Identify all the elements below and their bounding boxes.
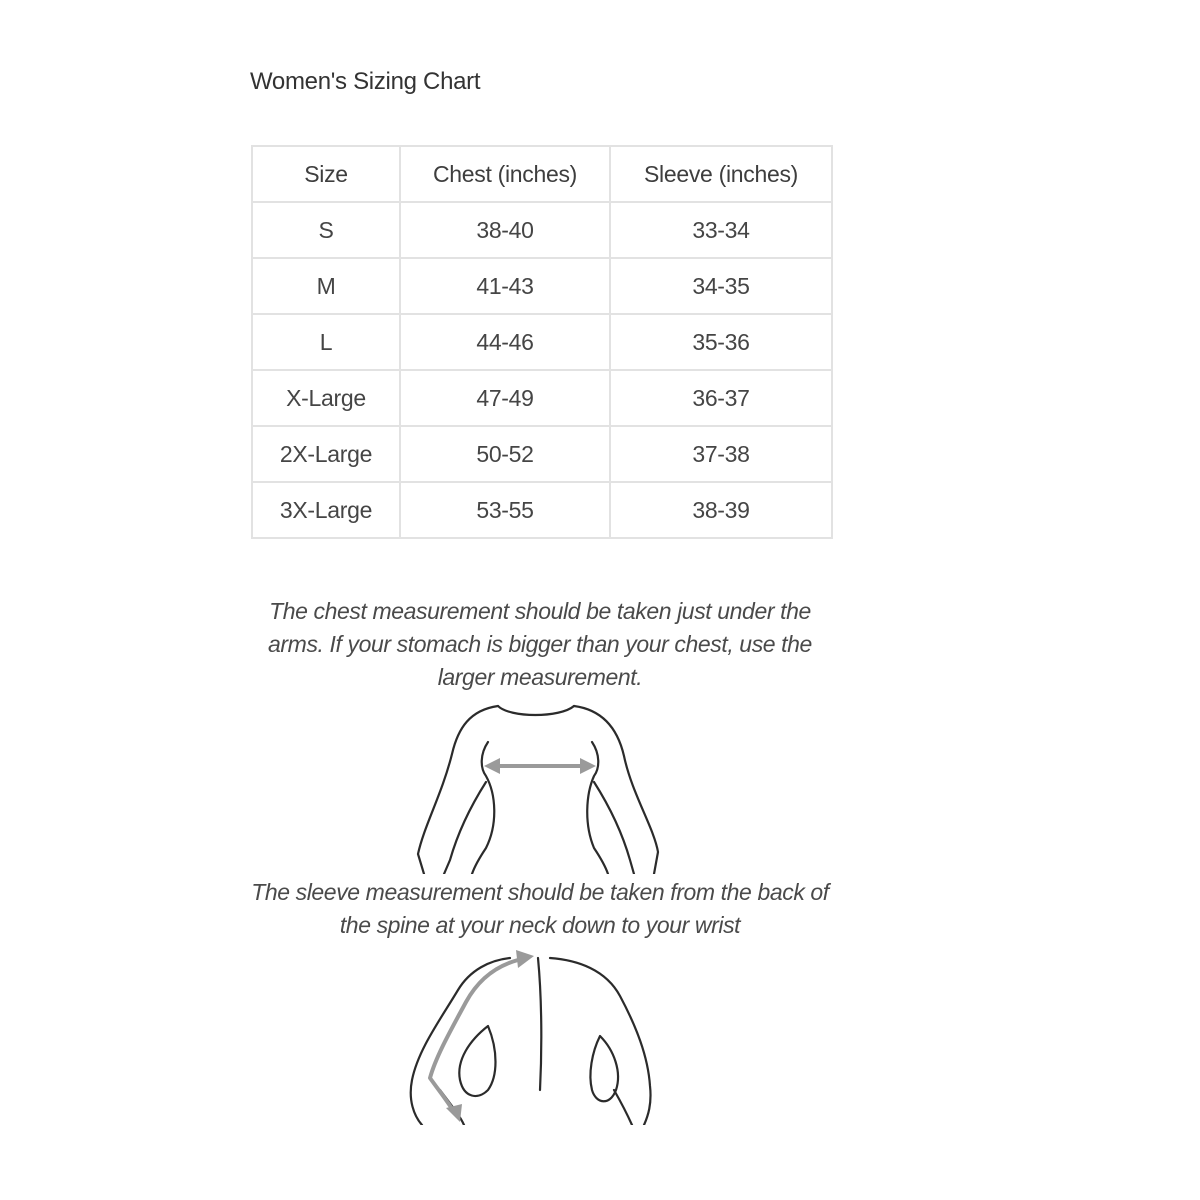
size-cell: 3X-Large [252,482,400,538]
neckline-outline [498,706,574,715]
size-cell: 2X-Large [252,426,400,482]
sleeve-cell: 38-39 [610,482,832,538]
left-arm-inner-outline [459,1026,495,1096]
size-cell: X-Large [252,370,400,426]
right-arm-outline [574,706,658,874]
right-inner-arm-outline [594,782,634,874]
chest-cell: 41-43 [400,258,610,314]
spine-outline [538,958,541,1090]
chest-cell: 38-40 [400,202,610,258]
size-cell: L [252,314,400,370]
sleeve-cell: 34-35 [610,258,832,314]
sleeve-cell: 33-34 [610,202,832,258]
table-row [252,202,832,258]
table-row [252,482,832,538]
sleeve-cell: 37-38 [610,426,832,482]
table-row [252,426,832,482]
chest-arrow [484,758,596,774]
header-sleeve: Sleeve (inches) [610,146,832,202]
table-row [252,314,832,370]
table-row [252,370,832,426]
header-size: Size [252,146,400,202]
chest-cell: 44-46 [400,314,610,370]
size-cell: S [252,202,400,258]
sleeve-cell: 36-37 [610,370,832,426]
left-torso-outline [472,742,494,874]
size-cell: M [252,258,400,314]
table-header-row [252,146,832,202]
chest-measurement-illustration [410,692,670,874]
chest-cell: 47-49 [400,370,610,426]
sleeve-arrow [430,950,534,1122]
sleeve-measurement-note: The sleeve measurement should be taken from the back of the spine at your neck down to your wrist [251,879,829,938]
right-wrist-outline [614,1090,632,1125]
chest-cell: 53-55 [400,482,610,538]
table-row [252,258,832,314]
sizing-table [251,145,833,539]
header-chest: Chest (inches) [400,146,610,202]
page-title: Women's Sizing Chart [250,68,481,95]
chest-measurement-note: The chest measurement should be taken just under the arms. If your stomach is bigger than your chest, use the larger measurement. [268,598,812,690]
right-torso-outline [587,742,608,874]
chest-cell: 50-52 [400,426,610,482]
sleeve-measurement-illustration [400,940,670,1125]
left-back-outline [411,958,510,1125]
sleeve-cell: 35-36 [610,314,832,370]
